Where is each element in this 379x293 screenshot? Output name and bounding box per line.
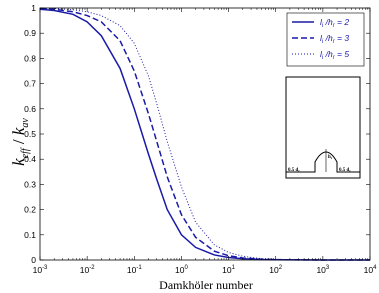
- x-tick-label-6: $10^3$: [316, 265, 330, 275]
- x-tick-label-1: $10^{-2}$: [79, 265, 95, 275]
- inset-right-label: 0.5 $d_r$: [339, 168, 351, 173]
- y-tick-label-3: 0.3: [24, 179, 36, 190]
- x-tick-label-4: $10^1$: [222, 265, 235, 275]
- x-tick-label-7: $10^4$: [363, 265, 377, 275]
- inset-frame: [286, 77, 360, 178]
- y-tick-label-4: 0.4: [24, 154, 36, 165]
- x-tick-label-5: $10^2$: [269, 265, 283, 275]
- inset-height-label: $h_r$: [328, 155, 333, 160]
- y-tick-label-0: 0: [31, 255, 36, 265]
- y-tick-label-2: 0.2: [24, 204, 36, 215]
- y-axis-title-k: k: [9, 158, 28, 166]
- y-tick-label-1: 0.1: [24, 229, 36, 240]
- y-tick-label-6: 0.6: [24, 103, 36, 114]
- y-axis-title-k2: k: [9, 127, 28, 136]
- legend-label-3: $l_i$ $/h_r = 5$: [320, 49, 350, 61]
- legend-label-2: $l_i$ $/h_r = 3$: [320, 33, 350, 45]
- legend: [287, 13, 364, 66]
- inset-left-label: 0.5 $d_r$: [288, 168, 300, 173]
- y-tick-label-8: 0.8: [24, 53, 36, 64]
- inset-diagram: [286, 77, 360, 178]
- y-tick-label-9: 0.9: [24, 28, 36, 39]
- y-axis-title-eff: eff: [20, 148, 31, 159]
- x-tick-label-2: $10^{-1}$: [126, 265, 142, 275]
- x-axis-title: Damkhöler number: [159, 278, 253, 292]
- y-axis-title: [9, 118, 31, 166]
- y-tick-label-7: 0.7: [24, 78, 36, 89]
- x-tick-label-0: $10^{-3}$: [32, 265, 48, 275]
- y-tick-label-5: 0.5: [24, 129, 36, 139]
- y-axis-title-slash: /: [9, 135, 28, 149]
- x-tick-label-3: $10^0$: [175, 265, 188, 275]
- y-tick-label-10: 1: [31, 3, 36, 13]
- legend-label-1: $l_i$ $/h_r = 2$: [320, 17, 350, 29]
- x-tick-labels: [33, 265, 377, 275]
- y-axis-title-av: av: [20, 118, 31, 128]
